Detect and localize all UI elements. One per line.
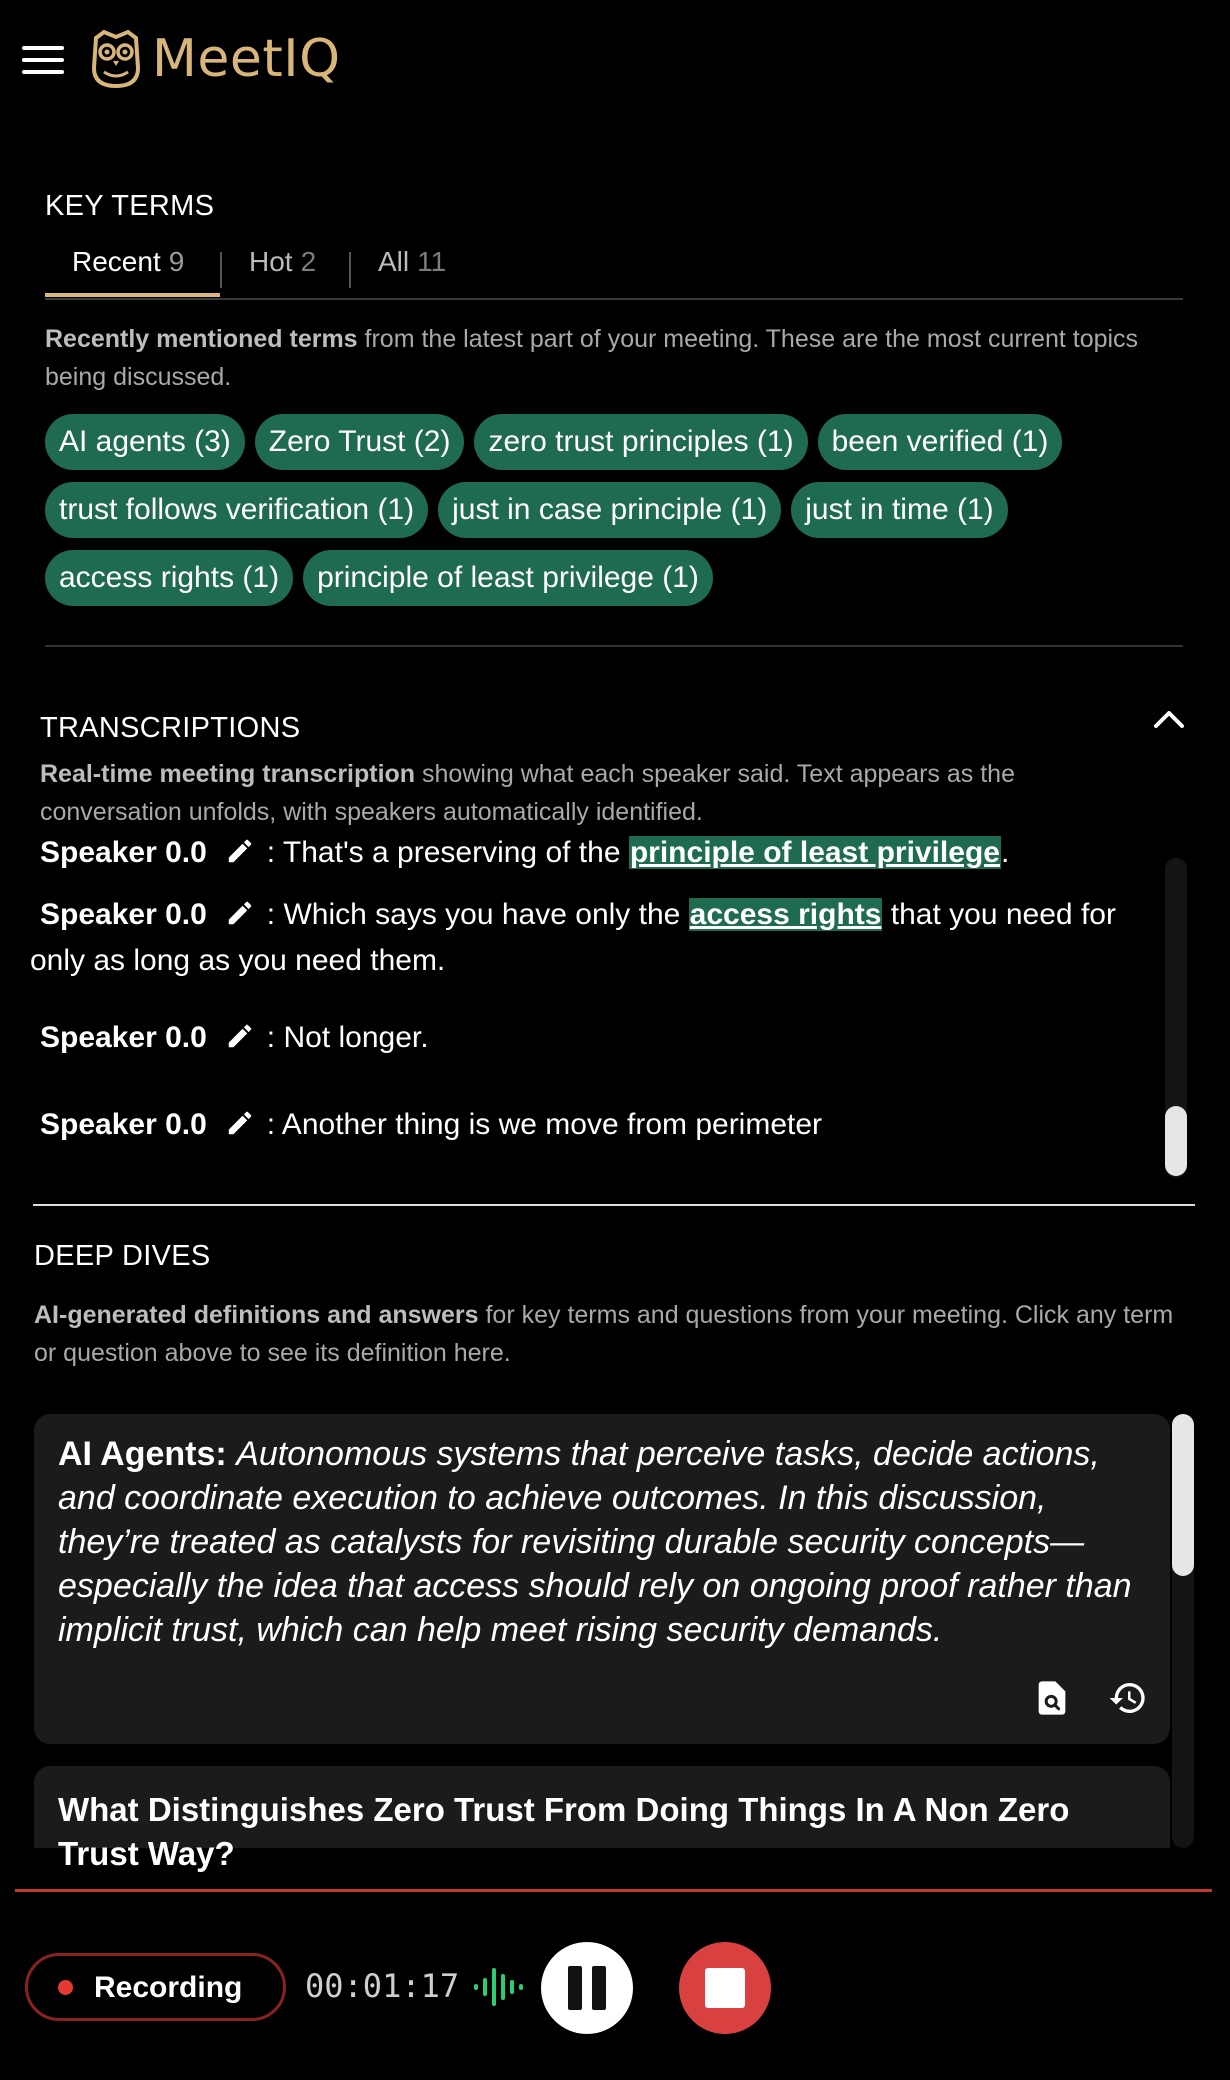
- pause-button[interactable]: [541, 1942, 633, 2034]
- transcript-line: [40, 1102, 1160, 1148]
- recording-dot-icon: [58, 1980, 73, 1995]
- edit-pencil-icon[interactable]: [225, 1108, 255, 1138]
- deep-dive-content: [58, 1432, 1148, 1652]
- transcription-list[interactable]: [30, 836, 1180, 1178]
- transcript-line: [40, 892, 1160, 938]
- speaker-name[interactable]: Speaker 0.0: [40, 1108, 207, 1141]
- transcriptions-desc-bold: Real-time meeting transcription: [40, 760, 416, 788]
- section-divider: [33, 1204, 1195, 1206]
- recording-status-pill[interactable]: [25, 1953, 286, 2021]
- menu-icon[interactable]: [22, 46, 64, 78]
- tab-recent[interactable]: [72, 246, 184, 278]
- speaker-name[interactable]: Speaker 0.0: [40, 898, 207, 931]
- edit-pencil-icon[interactable]: [225, 898, 255, 928]
- tab-hot[interactable]: [249, 246, 316, 278]
- stop-button[interactable]: [679, 1942, 771, 2034]
- transcription-scrollbar-thumb[interactable]: [1165, 1106, 1187, 1176]
- transcript-text: : Which says you have only the: [266, 898, 689, 931]
- term-chip[interactable]: access rights (1): [45, 550, 293, 606]
- recording-label: Recording: [94, 1971, 243, 2004]
- transcript-text: : Another thing is we move from perimeter: [266, 1108, 823, 1141]
- recording-divider: [15, 1889, 1212, 1892]
- audio-waveform-icon: [472, 1966, 528, 2008]
- term-chip[interactable]: zero trust principles (1): [474, 414, 807, 470]
- transcriptions-title: TRANSCRIPTIONS: [40, 712, 301, 744]
- tab-hot-count: 2: [300, 246, 317, 277]
- history-icon[interactable]: [1108, 1678, 1148, 1718]
- app-name: MeetIQ: [152, 29, 341, 89]
- active-tab-indicator: [45, 293, 220, 297]
- tab-recent-label: Recent: [72, 246, 161, 277]
- deep-dive-card: [34, 1414, 1170, 1744]
- tab-recent-count: 9: [168, 246, 185, 277]
- tab-hot-label: Hot: [249, 246, 293, 277]
- term-chip[interactable]: been verified (1): [818, 414, 1063, 470]
- key-term-chips: [45, 414, 1185, 618]
- transcript-line: [40, 1015, 1160, 1061]
- transcript-text: .: [1000, 836, 1010, 869]
- highlighted-term[interactable]: access rights: [689, 898, 882, 931]
- key-terms-tabs: [45, 238, 1183, 300]
- term-chip[interactable]: just in case principle (1): [438, 482, 781, 538]
- app-logo: [88, 28, 341, 90]
- search-document-icon[interactable]: [1032, 1678, 1072, 1718]
- deep-dive-term: AI Agents:: [58, 1435, 227, 1473]
- deep-dives-desc-bold: AI-generated definitions and answers: [34, 1301, 479, 1329]
- tab-all-count: 11: [417, 246, 447, 277]
- deep-dives-desc-rest: for key terms and questions from your meeting. Click any term or question above to see its definition here.: [34, 1301, 1174, 1367]
- edit-pencil-icon[interactable]: [225, 1021, 255, 1051]
- section-divider: [45, 645, 1183, 647]
- app-header: [0, 0, 1230, 130]
- key-terms-desc-bold: Recently mentioned terms: [45, 325, 358, 353]
- key-terms-title: KEY TERMS: [45, 190, 215, 222]
- key-terms-description: [45, 320, 1185, 396]
- transcriptions-desc-rest: showing what each speaker said. Text appears as the conversation unfolds, with speakers automatically identified.: [40, 760, 1015, 826]
- deep-dive-definition: Autonomous systems that perceive tasks, decide actions, and coordinate execution to achieve outcomes. In this discussion, they’re treated as catalysts for revisiting durable security concepts—especially the idea that access should rely on ongoing proof rather than implicit trust, which can help meet rising security demands.: [58, 1435, 1132, 1649]
- highlighted-term[interactable]: principle of least privilege: [629, 836, 1000, 869]
- term-chip[interactable]: AI agents (3): [45, 414, 245, 470]
- term-chip[interactable]: Zero Trust (2): [255, 414, 465, 470]
- transcript-continuation: only as long as you need them.: [30, 944, 446, 977]
- deep-dives-description: [34, 1296, 1184, 1372]
- chevron-up-icon[interactable]: [1152, 706, 1186, 732]
- speaker-name[interactable]: Speaker 0.0: [40, 1021, 207, 1054]
- transcript-text: that you need for: [882, 898, 1116, 931]
- tab-all[interactable]: [378, 246, 446, 278]
- term-chip[interactable]: trust follows verification (1): [45, 482, 428, 538]
- recording-timer: 00:01:17: [305, 1967, 460, 2005]
- deep-dives-title: DEEP DIVES: [34, 1240, 211, 1272]
- deep-dive-question[interactable]: What Distinguishes Zero Trust From Doing Things In A Non Zero Trust Way?: [58, 1791, 1070, 1872]
- key-terms-desc-rest: from the latest part of your meeting. These are the most current topics being discussed.: [45, 325, 1139, 391]
- transcriptions-description: [40, 755, 1160, 831]
- transcript-line: [40, 830, 1160, 876]
- owl-logo-icon: [88, 28, 144, 90]
- tab-separator: [220, 252, 222, 288]
- transcript-text: : Not longer.: [266, 1021, 429, 1054]
- transcript-text: : That's a preserving of the: [266, 836, 629, 869]
- deep-dive-card: [34, 1766, 1170, 1872]
- tab-all-label: All: [378, 246, 410, 277]
- speaker-name[interactable]: Speaker 0.0: [40, 836, 207, 869]
- deep-dives-scrollbar-thumb[interactable]: [1172, 1414, 1194, 1576]
- edit-pencil-icon[interactable]: [225, 836, 255, 866]
- tab-separator: [349, 252, 351, 288]
- term-chip[interactable]: just in time (1): [791, 482, 1007, 538]
- term-chip[interactable]: principle of least privilege (1): [303, 550, 713, 606]
